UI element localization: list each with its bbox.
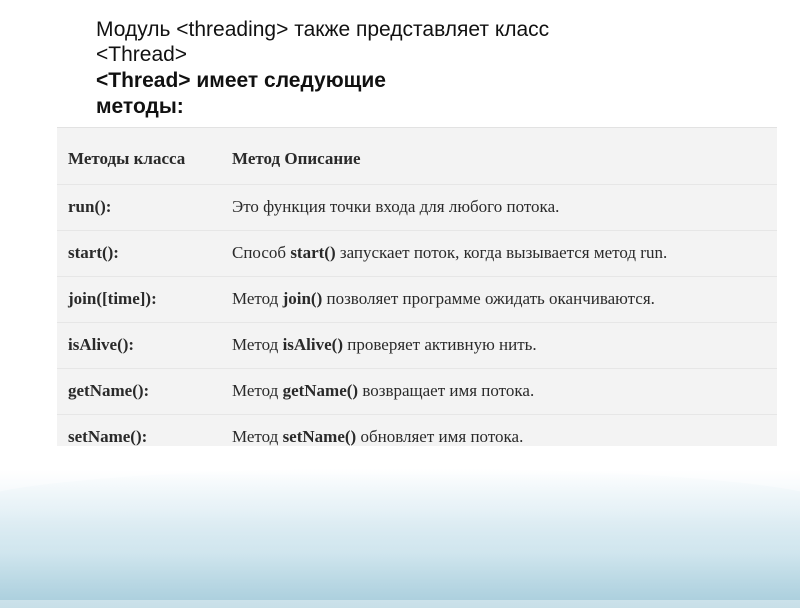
method-description bbox=[232, 322, 777, 368]
method-description bbox=[232, 230, 777, 276]
table-row bbox=[57, 230, 777, 276]
table-header-row bbox=[57, 128, 777, 184]
method-description bbox=[232, 414, 777, 460]
background-wave bbox=[0, 468, 800, 608]
desc-text: Это функция точки входа для любого потока. bbox=[232, 197, 560, 216]
header-methods: Методы класса bbox=[68, 148, 186, 168]
desc-text: обновляет имя потока. bbox=[356, 427, 524, 446]
method-name: setName(): bbox=[68, 427, 148, 446]
header-description: Метод Описание bbox=[232, 148, 361, 168]
desc-bold: join() bbox=[282, 289, 323, 308]
slide-title-line2: <Thread> bbox=[96, 43, 188, 66]
desc-text: Метод bbox=[232, 381, 283, 400]
desc-text: запускает поток, когда вызывается метод run. bbox=[335, 243, 668, 262]
table-row bbox=[57, 184, 777, 230]
methods-table bbox=[57, 128, 777, 460]
method-description bbox=[232, 368, 777, 414]
desc-text: Метод bbox=[232, 335, 283, 354]
desc-text: возвращает имя потока. bbox=[358, 381, 535, 400]
method-name: join([time]): bbox=[68, 289, 157, 308]
desc-text: Способ bbox=[232, 243, 291, 262]
desc-text: проверяет активную нить. bbox=[343, 335, 537, 354]
table-row bbox=[57, 368, 777, 414]
desc-bold: getName() bbox=[282, 381, 359, 400]
table-row bbox=[57, 322, 777, 368]
method-name: isAlive(): bbox=[68, 335, 135, 354]
slide-subtitle bbox=[96, 68, 456, 120]
method-name: run(): bbox=[68, 197, 112, 216]
method-description bbox=[232, 276, 777, 322]
method-name: start(): bbox=[68, 243, 119, 262]
desc-bold: isAlive() bbox=[282, 335, 343, 354]
method-description bbox=[232, 184, 777, 230]
subtitle-line1: <Thread> имеет следующие bbox=[96, 69, 386, 92]
subtitle-line2: методы: bbox=[96, 95, 184, 118]
desc-text: Метод bbox=[232, 427, 283, 446]
table-row bbox=[57, 414, 777, 460]
desc-bold: start() bbox=[290, 243, 336, 262]
slide-title-line1: Модуль <threading> также представляет класс bbox=[96, 18, 550, 41]
methods-table-panel bbox=[57, 127, 777, 446]
desc-bold: setName() bbox=[282, 427, 357, 446]
table-row bbox=[57, 276, 777, 322]
slide-title bbox=[96, 18, 696, 66]
desc-text: Метод bbox=[232, 289, 283, 308]
desc-text: позволяет программе ожидать оканчиваются. bbox=[322, 289, 655, 308]
method-name: getName(): bbox=[68, 381, 150, 400]
